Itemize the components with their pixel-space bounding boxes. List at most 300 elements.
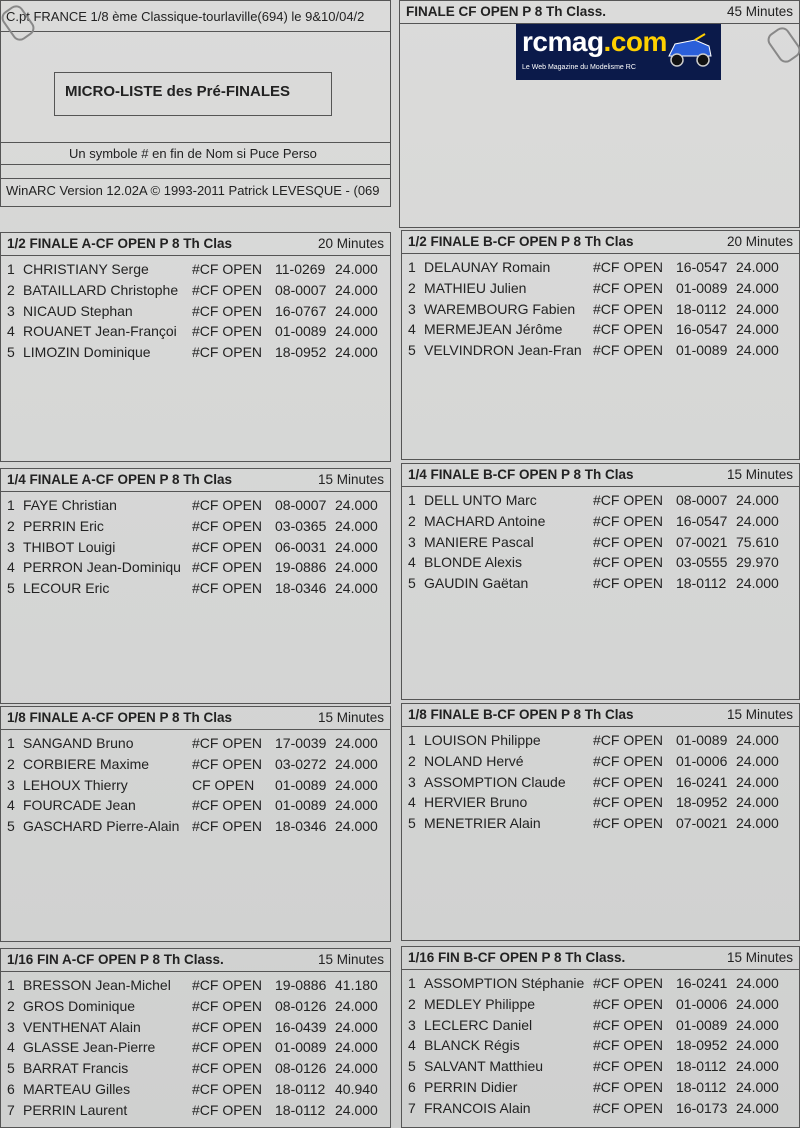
entry-row [7,280,386,301]
entry-row [7,578,386,599]
entry-row [7,816,386,837]
entry-position: 4 [408,321,416,338]
entry-category: #CF OPEN [192,755,263,772]
entry-license: 18-0952 [275,344,327,361]
entry-driver-name: ROUANET Jean-Françoi [23,323,177,340]
entry-position: 2 [408,995,416,1012]
entry-row [7,1058,386,1079]
entry-time: 40.940 [335,1080,378,1097]
heat-entries [408,257,795,361]
heat-entries [7,259,386,363]
entry-time: 24.000 [335,1101,378,1118]
entry-row [408,257,795,278]
heat-box [401,703,800,941]
entry-position: 1 [7,735,15,751]
entry-license: 01-0006 [676,995,728,1012]
entry-license: 08-0126 [275,997,327,1014]
heat-box [401,946,800,1128]
entry-driver-name: GASCHARD Pierre-Alain [23,818,180,835]
entry-position: 4 [7,1039,15,1056]
entry-position: 1 [408,732,416,748]
entry-time: 24.000 [736,321,779,338]
entry-time: 24.000 [736,975,779,991]
entry-driver-name: HERVIER Bruno [424,794,528,811]
heat-duration: 20 Minutes [317,236,384,251]
entry-license: 16-0767 [275,302,327,319]
entry-time: 24.000 [736,995,779,1012]
entry-row [7,795,386,816]
entry-category: #CF OPEN [192,1101,263,1118]
divider [1,31,390,32]
entry-driver-name: LECLERC Daniel [424,1016,533,1033]
entry-license: 01-0006 [676,752,728,769]
heat-header [402,704,799,727]
entry-license: 18-0346 [275,580,327,597]
event-title: C.pt FRANCE 1/8 ème Classique-tourlaville(694) le 9&10/04/2 [6,9,365,24]
entry-driver-name: BLONDE Alexis [424,554,523,571]
entry-time: 24.000 [736,815,779,832]
entry-row [7,975,386,996]
heat-title: 1/8 FINALE B-CF OPEN P 8 Th Clas [408,707,634,722]
entry-position: 7 [408,1099,416,1116]
heat-duration: 15 Minutes [317,952,384,967]
entry-position: 5 [408,575,416,592]
entry-license: 16-0547 [676,259,728,275]
entry-position: 6 [408,1078,416,1095]
heat-header [1,949,390,972]
entry-time: 24.000 [335,797,378,814]
entry-row [408,973,795,994]
entry-position: 5 [408,342,416,359]
entry-row [408,792,795,813]
entry-position: 3 [7,776,15,793]
entry-driver-name: PERRIN Laurent [23,1101,128,1118]
entry-category: #CF OPEN [593,533,664,550]
entry-time: 24.000 [335,580,378,597]
entry-category: #CF OPEN [192,497,263,513]
entry-category: #CF OPEN [192,1039,263,1056]
entry-license: 07-0021 [676,815,728,832]
entry-row [408,751,795,772]
entry-row [7,1079,386,1100]
entry-license: 18-0346 [275,818,327,835]
entry-category: #CF OPEN [593,300,664,317]
entry-category: CF OPEN [192,776,255,793]
entry-category: #CF OPEN [192,977,263,993]
entry-time: 24.000 [736,512,779,529]
entry-row [408,319,795,340]
entry-time: 41.180 [335,977,378,993]
entry-position: 5 [408,815,416,832]
entry-category: #CF OPEN [593,794,664,811]
entry-driver-name: DELL UNTO Marc [424,492,537,508]
entry-time: 24.000 [736,342,779,359]
entry-category: #CF OPEN [593,492,664,508]
entry-license: 01-0089 [275,797,327,814]
heat-title: 1/8 FINALE A-CF OPEN P 8 Th Clas [7,710,233,725]
entry-driver-name: MEDLEY Philippe [424,995,536,1012]
entry-driver-name: BARRAT Francis [23,1060,129,1077]
divider [1,142,390,143]
entry-row [7,1100,386,1121]
entry-driver-name: BATAILLARD Christophe [23,281,179,298]
entry-time: 24.000 [335,1018,378,1035]
entry-time: 24.000 [736,1016,779,1033]
entry-driver-name: GLASSE Jean-Pierre [23,1039,156,1056]
entry-position: 5 [7,344,15,361]
entry-position: 3 [7,302,15,319]
entry-position: 1 [7,977,15,993]
entry-position: 2 [7,517,15,534]
heat-box [0,232,391,462]
entry-category: #CF OPEN [593,1016,664,1033]
entry-driver-name: BLANCK Régis [424,1037,520,1054]
entry-license: 16-0547 [676,321,728,338]
entry-time: 24.000 [736,279,779,296]
entry-license: 06-0031 [275,538,327,555]
entry-license: 16-0439 [275,1018,327,1035]
entry-time: 24.000 [335,755,378,772]
entry-category: #CF OPEN [593,259,664,275]
entry-category: #CF OPEN [192,559,263,576]
entry-license: 18-0112 [676,1078,727,1095]
entry-category: #CF OPEN [192,281,263,298]
entry-driver-name: THIBOT Louigi [23,538,116,555]
heat-title: 1/16 FIN A-CF OPEN P 8 Th Class. [7,952,224,967]
entry-row [408,772,795,793]
entry-driver-name: FOURCADE Jean [23,797,136,814]
entry-driver-name: NOLAND Hervé [424,752,524,769]
entry-row [408,573,795,594]
entry-row [408,532,795,553]
entry-driver-name: MARTEAU Gilles [23,1080,131,1097]
entry-position: 3 [7,1018,15,1035]
entry-position: 3 [408,300,416,317]
entry-driver-name: SALVANT Matthieu [424,1058,544,1075]
heat-box [0,706,391,942]
entry-time: 24.000 [335,261,378,277]
entry-license: 19-0886 [275,977,327,993]
finale-header [400,1,799,24]
entry-category: #CF OPEN [593,995,664,1012]
entry-driver-name: DELAUNAY Romain [424,259,551,275]
entry-license: 07-0021 [676,533,728,550]
entry-position: 6 [7,1080,15,1097]
entry-driver-name: LEHOUX Thierry [23,776,128,793]
entry-position: 2 [408,752,416,769]
entry-position: 1 [7,497,15,513]
entry-time: 24.000 [736,1099,779,1116]
entry-time: 24.000 [736,1037,779,1054]
entry-category: #CF OPEN [593,1099,664,1116]
entry-license: 18-0112 [676,300,727,317]
entry-position: 2 [408,512,416,529]
entry-time: 24.000 [335,776,378,793]
entry-license: 03-0365 [275,517,327,534]
entry-license: 01-0089 [275,323,327,340]
entry-time: 24.000 [335,497,378,513]
entry-time: 24.000 [335,344,378,361]
entry-position: 1 [408,975,416,991]
entry-row [408,490,795,511]
entry-position: 4 [408,554,416,571]
entry-category: #CF OPEN [192,1080,263,1097]
heat-entries [7,733,386,837]
entry-category: #CF OPEN [192,797,263,814]
entry-category: #CF OPEN [593,512,664,529]
entry-time: 24.000 [335,1060,378,1077]
entry-time: 24.000 [335,997,378,1014]
entry-driver-name: ASSOMPTION Stéphanie [424,975,585,991]
entry-position: 3 [408,1016,416,1033]
entry-time: 24.000 [736,492,779,508]
entry-category: #CF OPEN [593,773,664,790]
entry-driver-name: CORBIERE Maxime [23,755,150,772]
entry-category: #CF OPEN [593,342,664,359]
entry-category: #CF OPEN [593,575,664,592]
divider [1,164,390,165]
entry-category: #CF OPEN [593,815,664,832]
entry-time: 24.000 [736,1078,779,1095]
entry-row [408,278,795,299]
entry-position: 4 [7,559,15,576]
entry-license: 01-0089 [676,279,728,296]
entry-driver-name: WAREMBOURG Fabien [424,300,576,317]
entry-row [408,813,795,834]
entry-row [7,1037,386,1058]
rcmag-logo [516,24,721,80]
entry-driver-name: GROS Dominique [23,997,136,1014]
entry-license: 11-0269 [275,261,326,277]
entry-driver-name: MERMEJEAN Jérôme [424,321,563,338]
entry-category: #CF OPEN [593,975,664,991]
entry-time: 75.610 [736,533,779,550]
entry-position: 1 [408,492,416,508]
entry-category: #CF OPEN [192,344,263,361]
heat-box [401,230,800,460]
entry-license: 18-0112 [275,1101,326,1118]
event-header-box [0,0,391,207]
entry-time: 24.000 [736,752,779,769]
entry-position: 4 [7,323,15,340]
entry-time: 24.000 [335,281,378,298]
entry-position: 1 [7,261,15,277]
entry-row [7,775,386,796]
heat-header [402,231,799,254]
entry-license: 18-0112 [275,1080,326,1097]
entry-position: 2 [7,281,15,298]
entry-category: #CF OPEN [593,554,664,571]
heat-duration: 15 Minutes [726,467,793,482]
entry-driver-name: VENTHENAT Alain [23,1018,141,1035]
heat-header [402,947,799,970]
entry-license: 16-0241 [676,773,728,790]
entry-position: 5 [7,1060,15,1077]
entry-position: 2 [7,755,15,772]
entry-row [408,1015,795,1036]
entry-row [408,994,795,1015]
entry-row [7,495,386,516]
entry-driver-name: MENETRIER Alain [424,815,541,832]
heat-entries [7,495,386,599]
entry-driver-name: BRESSON Jean-Michel [23,977,171,993]
heat-duration: 15 Minutes [726,950,793,965]
entry-license: 16-0173 [676,1099,728,1116]
entry-category: #CF OPEN [192,1018,263,1035]
entry-category: #CF OPEN [192,302,263,319]
heat-duration: 15 Minutes [726,707,793,722]
entry-category: #CF OPEN [593,752,664,769]
entry-driver-name: FRANCOIS Alain [424,1099,531,1116]
entry-position: 5 [7,580,15,597]
entry-row [7,301,386,322]
entry-driver-name: ASSOMPTION Claude [424,773,566,790]
entry-position: 2 [7,997,15,1014]
entry-row [408,299,795,320]
entry-row [408,340,795,361]
entry-driver-name: PERRIN Didier [424,1078,518,1095]
entry-license: 16-0241 [676,975,728,991]
heat-entries [7,975,386,1121]
heat-header [1,707,390,730]
entry-time: 24.000 [736,773,779,790]
entry-position: 2 [408,279,416,296]
finale-duration: 45 Minutes [726,4,793,19]
chip-note: Un symbole # en fin de Nom si Puce Perso [69,146,317,161]
entry-category: #CF OPEN [192,261,263,277]
heat-header [402,464,799,487]
entry-time: 24.000 [335,323,378,340]
entry-category: #CF OPEN [593,1037,664,1054]
rc-car-icon [665,30,715,70]
entry-driver-name: VELVINDRON Jean-Fran [424,342,582,359]
heat-entries [408,973,795,1119]
entry-row [7,342,386,363]
entry-category: #CF OPEN [192,818,263,835]
entry-position: 4 [7,797,15,814]
heat-title: 1/16 FIN B-CF OPEN P 8 Th Class. [408,950,626,965]
entry-row [7,557,386,578]
entry-license: 03-0555 [676,554,728,571]
entry-license: 18-0112 [676,575,727,592]
entry-license: 03-0272 [275,755,327,772]
entry-category: #CF OPEN [192,323,263,340]
heat-duration: 20 Minutes [726,234,793,249]
entry-category: #CF OPEN [192,735,263,751]
heat-box [401,463,800,700]
heat-title: 1/4 FINALE A-CF OPEN P 8 Th Clas [7,472,233,487]
entry-row [7,754,386,775]
entry-driver-name: NICAUD Stephan [23,302,133,319]
entry-license: 18-0952 [676,1037,728,1054]
entry-category: #CF OPEN [192,580,263,597]
entry-position: 5 [7,818,15,835]
entry-position: 3 [408,533,416,550]
entry-driver-name: PERRIN Eric [23,517,104,534]
entry-position: 1 [408,259,416,275]
entry-row [7,1017,386,1038]
entry-license: 16-0547 [676,512,728,529]
entry-driver-name: FAYE Christian [23,497,117,513]
entry-time: 24.000 [736,732,779,748]
entry-row [408,1056,795,1077]
entry-time: 24.000 [736,259,779,275]
entry-row [408,1098,795,1119]
entry-row [408,730,795,751]
heat-title: 1/2 FINALE A-CF OPEN P 8 Th Clas [7,236,233,251]
heat-title: 1/4 FINALE B-CF OPEN P 8 Th Clas [408,467,634,482]
entry-row [408,1035,795,1056]
entry-time: 24.000 [736,794,779,811]
entry-driver-name: LECOUR Eric [23,580,110,597]
entry-row [7,996,386,1017]
entry-time: 24.000 [335,559,378,576]
entry-row [7,321,386,342]
entry-driver-name: PERRON Jean-Dominiqu [23,559,181,576]
entry-category: #CF OPEN [593,732,664,748]
entry-time: 24.000 [736,300,779,317]
heat-duration: 15 Minutes [317,472,384,487]
entry-driver-name: MATHIEU Julien [424,279,527,296]
heat-entries [408,730,795,834]
entry-category: #CF OPEN [593,1058,664,1075]
heat-box [0,468,391,704]
entry-position: 7 [7,1101,15,1118]
entry-time: 24.000 [335,538,378,555]
entry-license: 01-0089 [275,776,327,793]
entry-license: 01-0089 [275,1039,327,1056]
entry-position: 3 [7,538,15,555]
entry-time: 24.000 [335,735,378,751]
entry-license: 08-0007 [676,492,728,508]
entry-position: 4 [408,794,416,811]
entry-license: 17-0039 [275,735,327,751]
entry-category: #CF OPEN [192,538,263,555]
entry-category: #CF OPEN [593,279,664,296]
entry-license: 08-0007 [275,497,327,513]
entry-driver-name: GAUDIN Gaëtan [424,575,529,592]
entry-category: #CF OPEN [192,517,263,534]
entry-time: 24.000 [335,517,378,534]
entry-license: 01-0089 [676,342,728,359]
heat-entries [408,490,795,594]
heat-duration: 15 Minutes [317,710,384,725]
entry-row [7,537,386,558]
entry-driver-name: SANGAND Bruno [23,735,134,751]
divider [1,178,390,179]
entry-category: #CF OPEN [593,1078,664,1095]
micro-list-title: MICRO-LISTE des Pré-FINALES [65,83,291,100]
entry-category: #CF OPEN [192,997,263,1014]
entry-time: 24.000 [335,1039,378,1056]
heat-header [1,469,390,492]
entry-license: 19-0886 [275,559,327,576]
entry-category: #CF OPEN [192,1060,263,1077]
entry-row [408,1077,795,1098]
entry-time: 24.000 [736,575,779,592]
entry-license: 01-0089 [676,732,728,748]
entry-position: 3 [408,773,416,790]
entry-row [408,552,795,573]
entry-row [7,516,386,537]
entry-row [408,511,795,532]
heat-header [1,233,390,256]
micro-list-title-box [54,72,332,116]
heat-box [0,948,391,1128]
software-version: WinARC Version 12.02A © 1993-2011 Patrick LEVESQUE - (069 [6,183,380,198]
heat-title: 1/2 FINALE B-CF OPEN P 8 Th Clas [408,234,634,249]
entry-row [7,733,386,754]
